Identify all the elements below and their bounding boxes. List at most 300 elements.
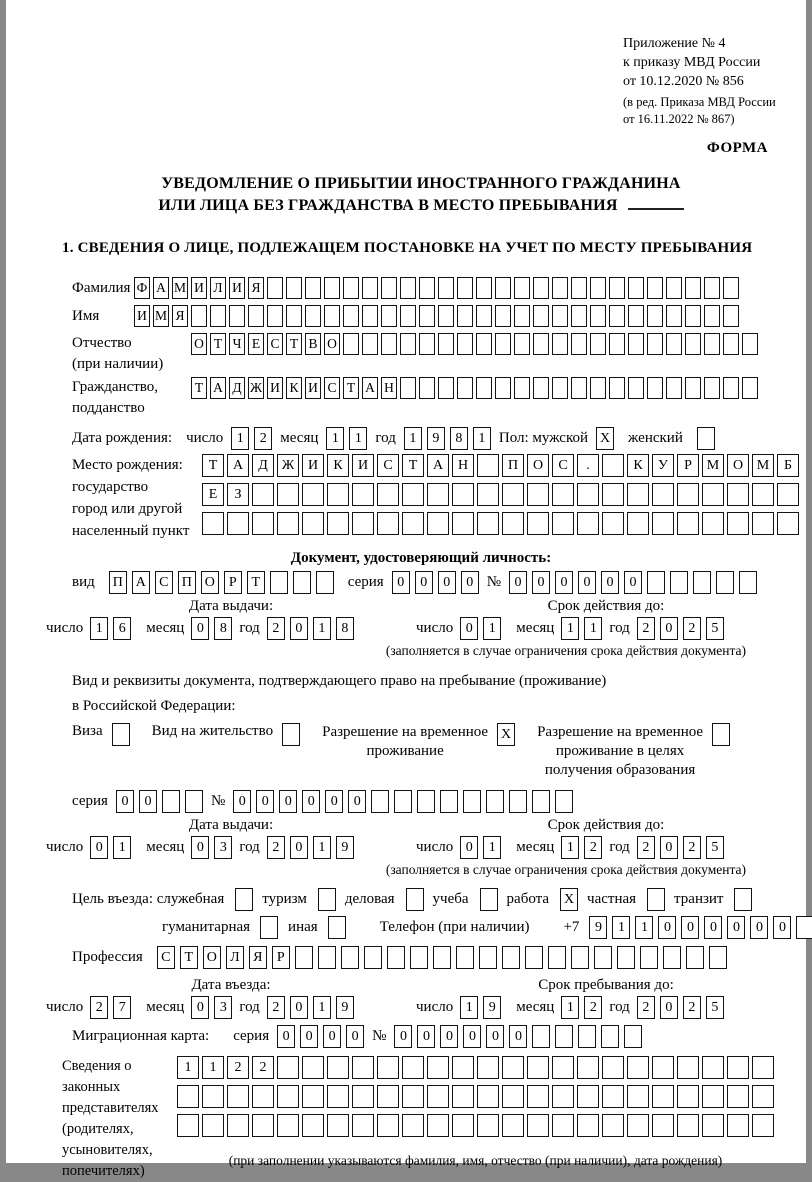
char-cell[interactable]: 1 <box>473 427 491 450</box>
char-cell[interactable] <box>381 305 397 327</box>
char-cell[interactable] <box>609 333 625 355</box>
char-cell[interactable] <box>704 377 720 399</box>
char-cell[interactable]: Р <box>224 571 242 594</box>
char-cell[interactable] <box>647 333 663 355</box>
char-cell[interactable] <box>727 1114 749 1137</box>
char-cell[interactable] <box>318 946 336 969</box>
char-cell[interactable] <box>628 277 644 299</box>
char-cell[interactable] <box>704 305 720 327</box>
char-cell[interactable] <box>438 333 454 355</box>
char-cell[interactable] <box>293 571 311 594</box>
char-cell[interactable]: А <box>132 571 150 594</box>
char-cell[interactable] <box>440 790 458 813</box>
char-cell[interactable] <box>419 277 435 299</box>
char-cell[interactable] <box>495 277 511 299</box>
char-cell[interactable]: Е <box>248 333 264 355</box>
char-cell[interactable] <box>477 512 499 535</box>
char-cell[interactable] <box>693 571 711 594</box>
char-cell[interactable]: Л <box>210 277 226 299</box>
char-cell[interactable] <box>502 1085 524 1108</box>
char-cell[interactable]: Д <box>252 454 274 477</box>
char-cell[interactable]: 5 <box>706 836 724 859</box>
char-cell[interactable]: 2 <box>267 996 285 1019</box>
char-cell[interactable]: 0 <box>624 571 642 594</box>
char-cell[interactable] <box>227 1114 249 1137</box>
char-cell[interactable] <box>477 454 499 477</box>
char-cell[interactable]: С <box>157 946 175 969</box>
char-cell[interactable] <box>666 377 682 399</box>
char-cell[interactable]: 1 <box>612 916 630 939</box>
char-cell[interactable]: О <box>527 454 549 477</box>
char-cell[interactable] <box>210 305 226 327</box>
char-cell[interactable]: А <box>153 277 169 299</box>
char-cell[interactable] <box>305 277 321 299</box>
char-cell[interactable] <box>486 790 504 813</box>
char-cell[interactable] <box>702 1056 724 1079</box>
char-cell[interactable]: Б <box>777 454 799 477</box>
char-cell[interactable] <box>677 483 699 506</box>
char-cell[interactable]: В <box>305 333 321 355</box>
char-cell[interactable]: 9 <box>483 996 501 1019</box>
char-cell[interactable] <box>628 333 644 355</box>
char-cell[interactable] <box>324 305 340 327</box>
char-cell[interactable] <box>666 333 682 355</box>
char-cell[interactable]: 1 <box>113 836 131 859</box>
char-cell[interactable] <box>627 512 649 535</box>
char-cell[interactable] <box>577 1085 599 1108</box>
char-cell[interactable] <box>552 277 568 299</box>
char-cell[interactable] <box>552 512 574 535</box>
char-cell[interactable] <box>602 1114 624 1137</box>
char-cell[interactable]: М <box>702 454 724 477</box>
char-cell[interactable]: Л <box>226 946 244 969</box>
char-cell[interactable] <box>677 1085 699 1108</box>
char-cell[interactable] <box>601 1025 619 1048</box>
char-cell[interactable] <box>476 305 492 327</box>
char-cell[interactable] <box>527 483 549 506</box>
char-cell[interactable] <box>752 1085 774 1108</box>
char-cell[interactable]: 1 <box>313 836 331 859</box>
char-cell[interactable]: 0 <box>460 617 478 640</box>
char-cell[interactable] <box>427 1056 449 1079</box>
char-cell[interactable] <box>685 377 701 399</box>
char-cell[interactable] <box>602 512 624 535</box>
char-cell[interactable]: С <box>377 454 399 477</box>
char-cell[interactable]: А <box>362 377 378 399</box>
char-cell[interactable]: 2 <box>584 836 602 859</box>
char-cell[interactable] <box>229 305 245 327</box>
char-cell[interactable]: 0 <box>509 1025 527 1048</box>
char-cell[interactable]: 0 <box>191 836 209 859</box>
char-cell[interactable] <box>723 333 739 355</box>
char-cell[interactable]: И <box>134 305 150 327</box>
char-cell[interactable] <box>477 1085 499 1108</box>
char-cell[interactable] <box>324 277 340 299</box>
char-cell[interactable] <box>727 1085 749 1108</box>
char-cell[interactable] <box>552 333 568 355</box>
char-cell[interactable] <box>495 333 511 355</box>
char-cell[interactable]: 0 <box>279 790 297 813</box>
char-cell[interactable]: 9 <box>336 996 354 1019</box>
char-cell[interactable]: Ж <box>248 377 264 399</box>
char-cell[interactable]: 1 <box>561 836 579 859</box>
char-cell[interactable]: 0 <box>460 836 478 859</box>
char-cell[interactable]: 8 <box>336 617 354 640</box>
char-cell[interactable] <box>477 1114 499 1137</box>
char-cell[interactable]: 2 <box>252 1056 274 1079</box>
char-cell[interactable]: П <box>178 571 196 594</box>
char-cell[interactable]: 1 <box>635 916 653 939</box>
char-cell[interactable] <box>417 790 435 813</box>
char-cell[interactable] <box>640 946 658 969</box>
char-cell[interactable] <box>742 377 758 399</box>
char-cell[interactable] <box>227 1085 249 1108</box>
char-cell[interactable] <box>352 1114 374 1137</box>
char-cell[interactable]: 2 <box>637 617 655 640</box>
char-cell[interactable] <box>352 1056 374 1079</box>
char-cell[interactable] <box>480 888 498 911</box>
char-cell[interactable] <box>532 1025 550 1048</box>
char-cell[interactable] <box>685 277 701 299</box>
char-cell[interactable] <box>571 305 587 327</box>
char-cell[interactable] <box>410 946 428 969</box>
char-cell[interactable]: Е <box>202 483 224 506</box>
char-cell[interactable] <box>602 1056 624 1079</box>
char-cell[interactable]: М <box>172 277 188 299</box>
char-cell[interactable] <box>400 277 416 299</box>
char-cell[interactable]: 0 <box>555 571 573 594</box>
char-cell[interactable] <box>752 1056 774 1079</box>
char-cell[interactable]: 0 <box>727 916 745 939</box>
char-cell[interactable] <box>302 512 324 535</box>
char-cell[interactable] <box>527 1085 549 1108</box>
char-cell[interactable] <box>677 1056 699 1079</box>
char-cell[interactable]: 8 <box>450 427 468 450</box>
char-cell[interactable]: К <box>627 454 649 477</box>
char-cell[interactable] <box>525 946 543 969</box>
char-cell[interactable] <box>282 723 300 746</box>
char-cell[interactable]: 1 <box>404 427 422 450</box>
char-cell[interactable]: 0 <box>290 996 308 1019</box>
char-cell[interactable] <box>577 1056 599 1079</box>
char-cell[interactable] <box>371 790 389 813</box>
char-cell[interactable] <box>742 333 758 355</box>
char-cell[interactable]: 0 <box>660 617 678 640</box>
char-cell[interactable] <box>577 1114 599 1137</box>
char-cell[interactable] <box>427 1085 449 1108</box>
char-cell[interactable]: И <box>302 454 324 477</box>
char-cell[interactable] <box>277 1085 299 1108</box>
char-cell[interactable] <box>647 571 665 594</box>
char-cell[interactable] <box>252 1114 274 1137</box>
char-cell[interactable]: 6 <box>113 617 131 640</box>
char-cell[interactable] <box>552 377 568 399</box>
char-cell[interactable] <box>652 1114 674 1137</box>
char-cell[interactable]: 1 <box>313 617 331 640</box>
char-cell[interactable] <box>685 333 701 355</box>
char-cell[interactable] <box>628 377 644 399</box>
char-cell[interactable] <box>527 1056 549 1079</box>
char-cell[interactable] <box>305 305 321 327</box>
char-cell[interactable] <box>552 1114 574 1137</box>
char-cell[interactable]: 9 <box>589 916 607 939</box>
char-cell[interactable]: К <box>327 454 349 477</box>
char-cell[interactable] <box>663 946 681 969</box>
char-cell[interactable] <box>377 483 399 506</box>
char-cell[interactable] <box>752 1114 774 1137</box>
char-cell[interactable] <box>502 946 520 969</box>
char-cell[interactable]: Я <box>172 305 188 327</box>
char-cell[interactable] <box>327 1114 349 1137</box>
char-cell[interactable] <box>609 377 625 399</box>
char-cell[interactable]: 0 <box>415 571 433 594</box>
char-cell[interactable] <box>533 377 549 399</box>
char-cell[interactable] <box>248 305 264 327</box>
char-cell[interactable] <box>609 277 625 299</box>
char-cell[interactable] <box>686 946 704 969</box>
char-cell[interactable]: 0 <box>346 1025 364 1048</box>
char-cell[interactable]: 2 <box>637 836 655 859</box>
char-cell[interactable]: М <box>752 454 774 477</box>
char-cell[interactable] <box>647 377 663 399</box>
char-cell[interactable]: Ч <box>229 333 245 355</box>
char-cell[interactable] <box>227 512 249 535</box>
char-cell[interactable]: 0 <box>658 916 676 939</box>
char-cell[interactable] <box>532 790 550 813</box>
char-cell[interactable] <box>628 305 644 327</box>
char-cell[interactable]: 0 <box>191 617 209 640</box>
char-cell[interactable] <box>777 512 799 535</box>
char-cell[interactable]: 1 <box>561 617 579 640</box>
char-cell[interactable] <box>702 1114 724 1137</box>
char-cell[interactable] <box>427 483 449 506</box>
char-cell[interactable]: 3 <box>214 996 232 1019</box>
char-cell[interactable]: 0 <box>325 790 343 813</box>
char-cell[interactable] <box>495 377 511 399</box>
char-cell[interactable] <box>400 377 416 399</box>
char-cell[interactable]: С <box>267 333 283 355</box>
char-cell[interactable] <box>381 277 397 299</box>
char-cell[interactable] <box>509 790 527 813</box>
char-cell[interactable]: З <box>227 483 249 506</box>
char-cell[interactable] <box>377 1056 399 1079</box>
char-cell[interactable] <box>277 1056 299 1079</box>
char-cell[interactable] <box>647 305 663 327</box>
char-cell[interactable]: 0 <box>323 1025 341 1048</box>
char-cell[interactable] <box>627 1085 649 1108</box>
char-cell[interactable] <box>457 277 473 299</box>
char-cell[interactable] <box>267 305 283 327</box>
char-cell[interactable]: 2 <box>683 617 701 640</box>
char-cell[interactable] <box>343 277 359 299</box>
char-cell[interactable]: 0 <box>750 916 768 939</box>
char-cell[interactable]: 2 <box>683 996 701 1019</box>
char-cell[interactable] <box>514 333 530 355</box>
char-cell[interactable] <box>402 1056 424 1079</box>
char-cell[interactable] <box>316 571 334 594</box>
char-cell[interactable] <box>704 277 720 299</box>
char-cell[interactable] <box>477 1056 499 1079</box>
char-cell[interactable]: 0 <box>509 571 527 594</box>
char-cell[interactable]: 1 <box>584 617 602 640</box>
char-cell[interactable] <box>590 333 606 355</box>
char-cell[interactable] <box>352 1085 374 1108</box>
char-cell[interactable] <box>327 1056 349 1079</box>
char-cell[interactable]: 2 <box>683 836 701 859</box>
char-cell[interactable] <box>712 723 730 746</box>
char-cell[interactable]: 5 <box>706 996 724 1019</box>
char-cell[interactable] <box>723 377 739 399</box>
char-cell[interactable] <box>277 483 299 506</box>
char-cell[interactable]: И <box>267 377 283 399</box>
char-cell[interactable] <box>327 512 349 535</box>
char-cell[interactable] <box>477 483 499 506</box>
char-cell[interactable]: 1 <box>460 996 478 1019</box>
char-cell[interactable]: Н <box>381 377 397 399</box>
char-cell[interactable] <box>702 512 724 535</box>
char-cell[interactable] <box>402 483 424 506</box>
char-cell[interactable] <box>394 790 412 813</box>
char-cell[interactable] <box>527 1114 549 1137</box>
char-cell[interactable] <box>752 512 774 535</box>
char-cell[interactable] <box>552 1056 574 1079</box>
char-cell[interactable] <box>652 512 674 535</box>
char-cell[interactable] <box>590 377 606 399</box>
char-cell[interactable] <box>267 277 283 299</box>
char-cell[interactable] <box>527 512 549 535</box>
char-cell[interactable]: 1 <box>326 427 344 450</box>
char-cell[interactable] <box>602 1085 624 1108</box>
char-cell[interactable] <box>362 305 378 327</box>
char-cell[interactable] <box>162 790 180 813</box>
char-cell[interactable]: 5 <box>706 617 724 640</box>
char-cell[interactable]: Ф <box>134 277 150 299</box>
char-cell[interactable]: Я <box>248 277 264 299</box>
char-cell[interactable]: Т <box>180 946 198 969</box>
char-cell[interactable] <box>177 1114 199 1137</box>
char-cell[interactable]: 0 <box>461 571 479 594</box>
char-cell[interactable]: 1 <box>313 996 331 1019</box>
char-cell[interactable] <box>270 571 288 594</box>
char-cell[interactable]: О <box>191 333 207 355</box>
char-cell[interactable] <box>702 1085 724 1108</box>
char-cell[interactable] <box>362 333 378 355</box>
char-cell[interactable] <box>302 1056 324 1079</box>
char-cell[interactable]: 0 <box>440 1025 458 1048</box>
char-cell[interactable] <box>202 1114 224 1137</box>
char-cell[interactable] <box>377 1114 399 1137</box>
char-cell[interactable] <box>343 305 359 327</box>
char-cell[interactable] <box>514 377 530 399</box>
char-cell[interactable]: 0 <box>233 790 251 813</box>
char-cell[interactable] <box>318 888 336 911</box>
char-cell[interactable]: 9 <box>336 836 354 859</box>
char-cell[interactable] <box>533 277 549 299</box>
char-cell[interactable] <box>578 1025 596 1048</box>
char-cell[interactable] <box>433 946 451 969</box>
char-cell[interactable] <box>456 946 474 969</box>
char-cell[interactable] <box>502 512 524 535</box>
char-cell[interactable]: Р <box>677 454 699 477</box>
char-cell[interactable] <box>652 483 674 506</box>
char-cell[interactable]: К <box>286 377 302 399</box>
char-cell[interactable]: 1 <box>349 427 367 450</box>
char-cell[interactable]: Т <box>247 571 265 594</box>
char-cell[interactable]: О <box>727 454 749 477</box>
char-cell[interactable] <box>590 305 606 327</box>
char-cell[interactable] <box>381 333 397 355</box>
char-cell[interactable] <box>571 377 587 399</box>
char-cell[interactable] <box>602 454 624 477</box>
char-cell[interactable] <box>704 333 720 355</box>
char-cell[interactable]: 1 <box>90 617 108 640</box>
char-cell[interactable] <box>362 277 378 299</box>
char-cell[interactable]: 1 <box>483 836 501 859</box>
char-cell[interactable] <box>552 1085 574 1108</box>
char-cell[interactable] <box>555 1025 573 1048</box>
char-cell[interactable] <box>652 1085 674 1108</box>
char-cell[interactable]: 2 <box>584 996 602 1019</box>
char-cell[interactable] <box>402 512 424 535</box>
char-cell[interactable]: П <box>109 571 127 594</box>
char-cell[interactable] <box>400 333 416 355</box>
char-cell[interactable]: 2 <box>267 617 285 640</box>
char-cell[interactable]: 0 <box>417 1025 435 1048</box>
char-cell[interactable] <box>341 946 359 969</box>
char-cell[interactable]: 1 <box>231 427 249 450</box>
char-cell[interactable]: Н <box>452 454 474 477</box>
char-cell[interactable] <box>277 512 299 535</box>
char-cell[interactable] <box>377 512 399 535</box>
char-cell[interactable]: 0 <box>463 1025 481 1048</box>
char-cell[interactable]: Т <box>286 333 302 355</box>
char-cell[interactable] <box>796 916 812 939</box>
char-cell[interactable] <box>502 1114 524 1137</box>
char-cell[interactable] <box>571 946 589 969</box>
char-cell[interactable] <box>419 333 435 355</box>
char-cell[interactable]: С <box>552 454 574 477</box>
char-cell[interactable]: 0 <box>660 836 678 859</box>
char-cell[interactable]: 0 <box>681 916 699 939</box>
char-cell[interactable]: 0 <box>277 1025 295 1048</box>
char-cell[interactable] <box>723 277 739 299</box>
char-cell[interactable]: Д <box>229 377 245 399</box>
char-cell[interactable] <box>590 277 606 299</box>
char-cell[interactable]: 0 <box>532 571 550 594</box>
char-cell[interactable] <box>457 377 473 399</box>
char-cell[interactable] <box>252 512 274 535</box>
char-cell[interactable]: 0 <box>578 571 596 594</box>
char-cell[interactable] <box>548 946 566 969</box>
char-cell[interactable] <box>112 723 130 746</box>
char-cell[interactable]: А <box>210 377 226 399</box>
char-cell[interactable] <box>343 333 359 355</box>
char-cell[interactable] <box>627 1056 649 1079</box>
char-cell[interactable] <box>352 483 374 506</box>
char-cell[interactable] <box>452 1114 474 1137</box>
char-cell[interactable] <box>476 377 492 399</box>
char-cell[interactable]: X <box>596 427 614 450</box>
char-cell[interactable]: П <box>502 454 524 477</box>
char-cell[interactable]: Т <box>191 377 207 399</box>
char-cell[interactable]: 0 <box>290 617 308 640</box>
char-cell[interactable]: 9 <box>427 427 445 450</box>
char-cell[interactable] <box>452 483 474 506</box>
char-cell[interactable] <box>476 277 492 299</box>
char-cell[interactable] <box>328 916 346 939</box>
char-cell[interactable]: 0 <box>139 790 157 813</box>
char-cell[interactable]: О <box>324 333 340 355</box>
